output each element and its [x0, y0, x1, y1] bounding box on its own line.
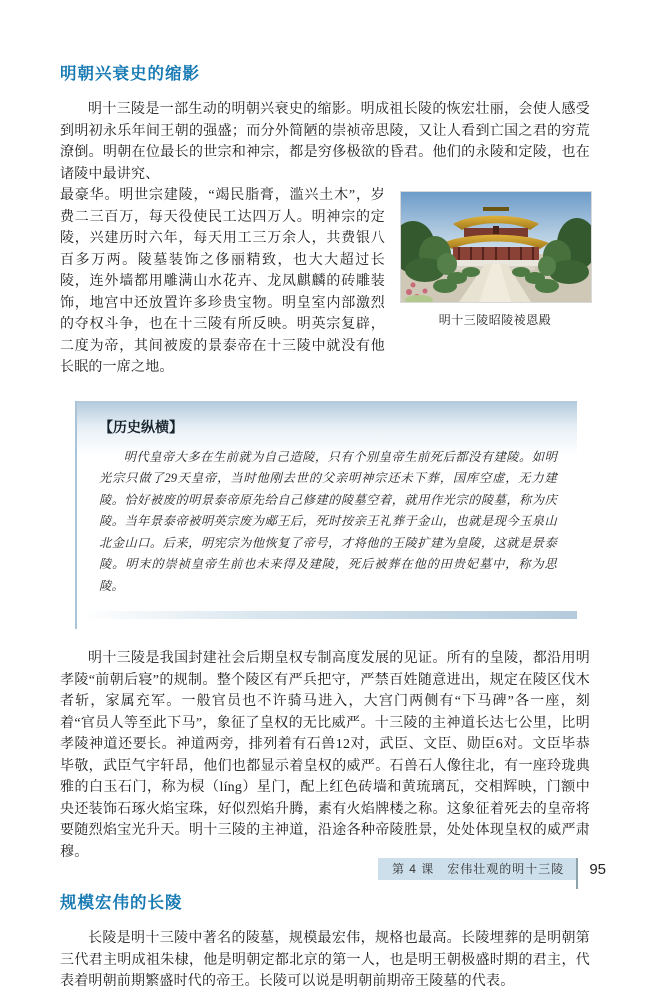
page-content	[60, 60, 590, 993]
zhaoling-hall-photo	[400, 191, 592, 303]
paragraph-1-intro: 明十三陵是一部生动的明朝兴衰史的缩影。明成祖长陵的恢宏壮丽，会使人感受到明初永乐年间王朝的强盛；而分外简陋的崇祯帝思陵，又让人看到亡国之君的穷荒潦倒。明朝在位最长的世宗和神宗，都是穷侈极欲的昏君。他们的永陵和定陵，也在诸陵中最讲究、	[60, 102, 590, 182]
lesson-title-bar: 第 4 课 宏伟壮观的明十三陵	[378, 858, 576, 880]
page-footer	[378, 858, 606, 889]
sidebox-title: 【历史纵横】	[99, 420, 183, 436]
footer-divider-line	[576, 858, 578, 889]
photo-caption: 明十三陵昭陵祾恩殿	[438, 313, 552, 327]
zhaoling-hall-figure	[400, 191, 590, 379]
page-number: 95	[589, 861, 606, 878]
paragraph-2: 明十三陵是我国封建社会后期皇权专制高度发展的见证。所有的皇陵，都沿用明孝陵“前朝后寝”的规制。整个陵区有严兵把守，严禁百姓随意进出，规定在陵区伐木者斩，家属充军。一般官员也不许骑马进入，大宫门两侧有“下马碑”各一座，刻着“官员人等至此下马”，象征了皇权的无比威严。十三陵的主神道长达七公里，比明孝陵神道还要长。神道两旁，排列着有石兽12对，武臣、文臣、勋臣6对。文臣毕恭毕敬，武臣气宇轩昂，他们也都显示着皇权的威严。石兽石人像往北，有一座玲珑典雅的白玉石门，称为棂（líng）星门，配上红色砖墙和黄琉璃瓦，交相辉映，门额中央还装饰石琢火焰宝珠，好似烈焰升腾，素有火焰牌楼之称。这象征着死去的皇帝将要随烈焰宝光升天。明十三陵的主神道，沿途各种帝陵胜景，处处体现皇权的威严肃穆。	[60, 651, 590, 860]
history-sidebar-box	[75, 401, 577, 630]
text-photo-row	[60, 185, 590, 379]
sidebox-bottom-gradient-bar	[81, 611, 577, 619]
section-heading-2: 规模宏伟的长陵	[60, 894, 183, 912]
paragraph-1-wrap: 最豪华。明世宗建陵，“竭民脂膏，滥兴土木”，岁费二三百万，每天役使民工达四万人。明神宗的定陵，兴建历时六年，每天用工三万余人，共费银八百多万两。陵墓装饰之侈丽精致，也大大超过长陵，连外墙都用雕满山水花卉、龙凤麒麟的砖雕装饰，地宫中还放置许多珍贵宝物。明皇室内部激烈的夺权斗争，也在十三陵有所反映。明英宗复辟，二度为帝，其间被废的景泰帝在十三陵中就没有他长眠的一席之地。	[60, 188, 385, 375]
section-heading-1: 明朝兴衰史的缩影	[60, 65, 200, 83]
sidebox-body: 明代皇帝大多在生前就为自己造陵，只有个别皇帝生前死后都没有建陵。如明光宗只做了29天皇帝，当时他刚去世的父亲明神宗还未下葬，国库空虚，无力建陵。恰好被废的明景泰帝原先给自己修建的陵墓空着，就用作光宗的陵墓，称为庆陵。当年景泰帝被明英宗废为郕王后，死时按亲王礼葬于金山，也就是现今玉泉山北金山口。后来，明宪宗为他恢复了帝号，才将他的王陵扩建为皇陵，这就是景泰陵。明末的崇祯皇帝生前也未来得及建陵，死后被葬在他的田贵妃墓中，称为思陵。	[99, 449, 557, 593]
paragraph-3: 长陵是明十三陵中著名的陵墓，规模最宏伟，规格也最高。长陵埋葬的是明朝第三代君主明成祖朱棣，他是明朝定都北京的第一人，也是明王朝极盛时期的君主，代表着明朝前期繁盛时代的帝王。长陵可以说是明朝前期帝王陵墓的代表。	[60, 931, 590, 989]
